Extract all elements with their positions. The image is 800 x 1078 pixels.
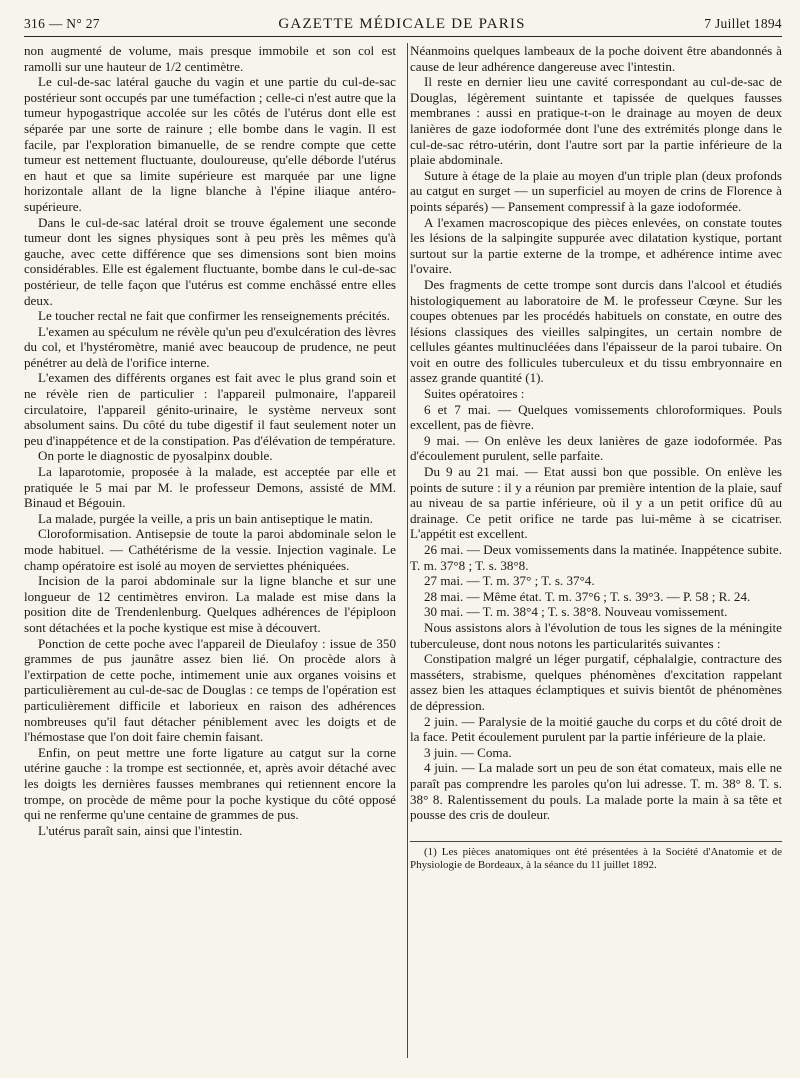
column-divider [407, 43, 408, 1058]
paragraph: 30 mai. — T. m. 38°4 ; T. s. 38°8. Nouveau vomissement. [424, 604, 728, 620]
paragraph: Ponction de cette poche avec l'appareil de Dieulafoy : issue de 350 grammes de pus jaunâtre assez bien lié. On procède alors à l'extirpation de cette poche, intimement unie aux organes voisins et particulièrement au cul-de-sac de Douglas : ce temps de l'opération est particulièrement difficile et laborieux en raison des adhérences nombreuses qu'il faut détacher péniblement avec les doigts et de l'hémostase que l'on doit faire chemin faisant. [24, 635, 396, 745]
paragraph: 2 juin. — Paralysie de la moitié gauche du corps et du côté droit de la face. Petit écoulement purulent par la partie inférieure de la plaie. [410, 713, 782, 745]
paragraph: non augmenté de volume, mais presque immobile et son col est ramolli sur une hauteur de 1/2 centimètre. [24, 43, 396, 74]
paragraph: 26 mai. — Deux vomissements dans la matinée. Inappétence subite. T. m. 37°8 ; T. s. 38°8. [410, 542, 782, 573]
paragraph: 27 mai. — T. m. 37° ; T. s. 37°4. [424, 573, 595, 589]
paragraph: Néanmoins quelques lambeaux de la poche doivent être abandonnés à cause de leur adhérence dangereuse avec l'intestin. [410, 43, 782, 74]
paragraph: 9 mai. — On enlève les deux lanières de gaze iodoformée. Pas d'écoulement purulent, selle parfaite. [410, 432, 782, 464]
journal-title: GAZETTE MÉDICALE DE PARIS [278, 16, 526, 32]
paragraph: La laparotomie, proposée à la malade, est acceptée par elle et pratiquée le 5 mai par M. le professeur Demons, assisté de MM. Binaud et Bégouin. [24, 464, 396, 511]
right-column [410, 43, 782, 823]
issue-date: 7 Juillet 1894 [704, 16, 782, 31]
paragraph: A l'examen macroscopique des pièces enlevées, on constate toutes les lésions de la salpingite suppurée avec dilatation kystique, portant surtout sur la partie externe de la trompe, et adhérence intime avec l'ovaire. [410, 214, 782, 277]
paragraph: Enfin, on peut mettre une forte ligature au catgut sur la corne utérine gauche : la trompe est sectionnée, et, après avoir détaché avec les doigts les dernières fausses membranes qui retiennent encore la trompe, on procède de même pour la poche kystique du côté opposé qui ne renferme qu'une centaine de grammes de pus. [24, 744, 396, 823]
paragraph: 3 juin. — Coma. [424, 744, 512, 760]
paragraph: L'examen au spéculum ne révèle qu'un peu d'exulcération des lèvres du col, et l'hystéromètre, manié avec beaucoup de prudence, ne peut pénétrer au delà de l'orifice interne. [24, 323, 396, 370]
paragraph: 6 et 7 mai. — Quelques vomissements chloroformiques. Pouls excellent, pas de fièvre. [410, 401, 782, 433]
footnote: (1) Les pièces anatomiques ont été présentées à la Société d'Anatomie et de Physiologie de Bordeaux, à la séance du 11 juillet 1892. [410, 845, 782, 871]
paragraph: Il reste en dernier lieu une cavité correspondant au cul-de-sac de Douglas, légèrement suintante et tapissée de quelques fausses membranes : aussi en pratique-t-on le drainage au moyen de deux lanières de gaze iodoformée dont l'une des extrémités plonge dans le cul-de-sac rétro-utérin, dont l'autre sort par la partie inférieure de la plaie abdominale. [410, 74, 782, 168]
right-column-wrapper [410, 43, 782, 872]
paragraph: Le toucher rectal ne fait que confirmer les renseignements précités. [38, 308, 390, 324]
paragraph: Incision de la paroi abdominale sur la ligne blanche et sur une longueur de 12 centimètres environ. La malade est mise dans la position dite de Trendenlenburg. Quelques adhérences de l'épiploon sont détachées et la poche kystique est mise à découvert. [24, 573, 396, 635]
paragraph: Nous assistons alors à l'évolution de tous les signes de la méningite tuberculeuse, dont nous notons les particularités suivantes : [410, 619, 782, 651]
paragraph: Suture à étage de la plaie au moyen d'un triple plan (deux profonds au catgut en surget — un superficiel au moyen de crins de Florence à points séparés) — Pansement compressif à la gaze iodoformée. [410, 167, 782, 214]
paragraph: Du 9 au 21 mai. — Etat aussi bon que possible. On enlève les points de suture : il y a réunion par première intention de la plaie, sauf au niveau de sa partie inférieure, où il y a un petit orifice dû au drainage. Ce petit orifice ne tarde pas lui-même à se cicatriser. L'appétit est excellent. [410, 464, 782, 542]
paragraph: 4 juin. — La malade sort un peu de son état comateux, mais elle ne paraît pas comprendre les paroles qu'on lui adresse. T. m. 38° 8. T. s. 38° 8. Ralentissement du pouls. La malade porte la main à sa tête et pousse des cris de douleur. [410, 760, 782, 823]
paragraph: Le cul-de-sac latéral gauche du vagin et une partie du cul-de-sac postérieur sont occupés par une tuméfaction ; celle-ci n'est autre que la tumeur hypogastrique accolée sur les côtés de l'utérus dont elle est séparée par une sorte de rainure ; elle bombe dans le vagin. Il est facile, par l'exploration bimanuelle, de se rendre compte que cette tumeur est nettement fluctuante, douloureuse, qu'elle déborde l'utérus en haut et que sa limite supérieure est marquée par une ligne horizontale allant de la ligne blanche à l'épine iliaque antéro-supérieure. [24, 74, 396, 214]
paragraph: Suites opératoires : [424, 386, 525, 402]
footnote-area [410, 841, 782, 872]
paragraph: 28 mai. — Même état. T. m. 37°6 ; T. s. 39°3. — P. 58 ; R. 24. [424, 588, 751, 604]
paragraph: Constipation malgré un léger purgatif, céphalalgie, contracture des masséters, strabisme, quelques phénomènes d'excitation rappelant assez bien les attaques éclamptiques et suivis bientôt de phénomènes de dépression. [410, 651, 782, 713]
paragraph: Des fragments de cette trompe sont durcis dans l'alcool et étudiés histologiquement au laboratoire de M. le professeur Cœyne. Sur les coupes obtenues par les procédés habituels on constate, en outre des lésions classiques des vieilles salpingites, un certain nombre de cellules géantes multinucléées dans l'épaisseur de la paroi tubaire. On voit en outre des follicules tuberculeux et du tissu embryonnaire en assez grande quantité (1). [410, 276, 782, 386]
paragraph: On porte le diagnostic de pyosalpinx double. [38, 448, 273, 464]
paragraph: L'examen des différents organes est fait avec le plus grand soin et ne révèle rien de particulier : l'appareil pulmonaire, l'appareil circulatoire, l'appareil génito-urinaire, le système nerveux sont absolument sains. Du côté du tube digestif il faut seulement noter un peu d'inappétence et de la constipation. Pas d'élévation de température. [24, 370, 396, 448]
paragraph: Dans le cul-de-sac latéral droit se trouve également une seconde tumeur dont les signes physiques sont à peu près les mêmes qu'à gauche, avec cette différence que ses dimensions sont bien moins considérables. Elle est également fluctuante, bombe dans le cul-de-sac postérieur, de telle façon que l'utérus est comme enchâssé entre elles deux. [24, 214, 396, 308]
paragraph: Cloroformisation. Antisepsie de toute la paroi abdominale selon le mode habituel. — Cathétérisme de la vessie. Injection vaginale. Le champ opératoire est isolé au moyen de serviettes phéniquées. [24, 526, 396, 573]
running-head [24, 16, 782, 37]
text-columns [24, 43, 782, 872]
page-number: 316 — N° 27 [24, 16, 100, 31]
paragraph: L'utérus paraît sain, ainsi que l'intestin. [38, 822, 243, 838]
paragraph: La malade, purgée la veille, a pris un bain antiseptique le matin. [38, 510, 373, 526]
left-column [24, 43, 396, 872]
